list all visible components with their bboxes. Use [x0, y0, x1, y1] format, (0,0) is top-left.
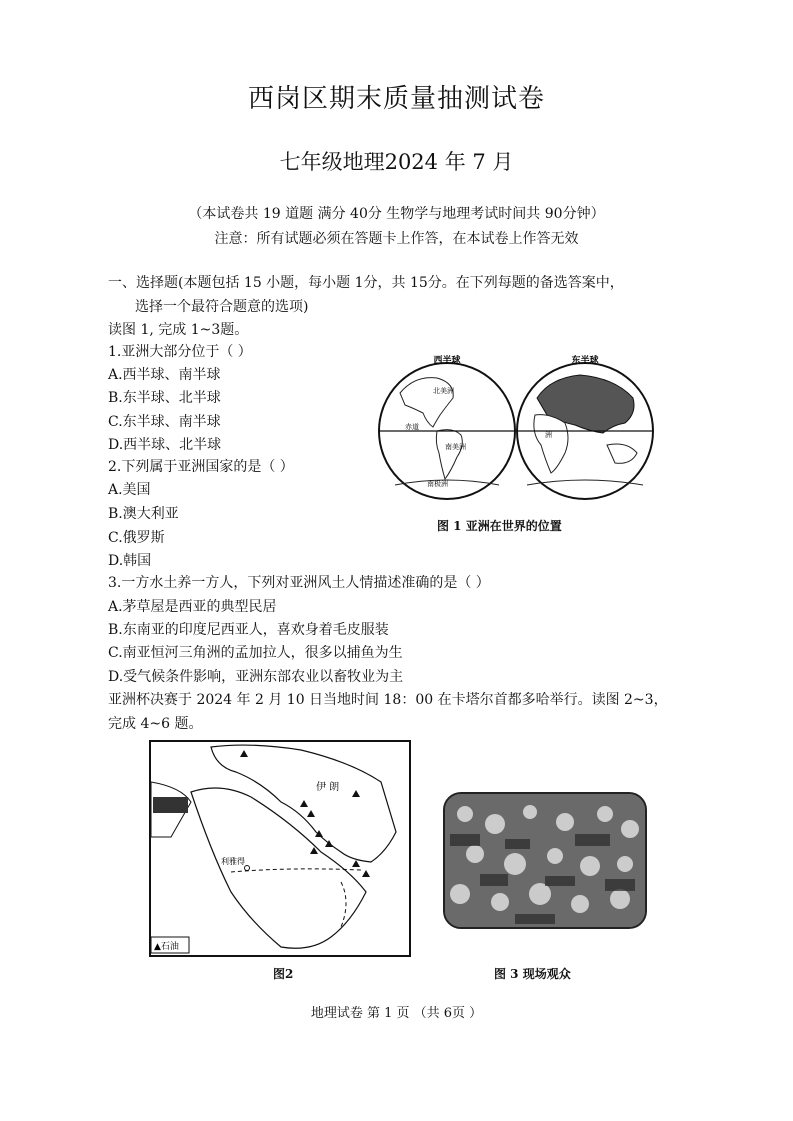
q2-stem: 2.下列属于亚洲国家的是（ ） [108, 459, 294, 475]
q3-option-c: C.南亚恒河三角洲的孟加拉人，很多以捕鱼为生 [108, 645, 403, 661]
east-hemisphere-label: 东半球 [571, 356, 599, 366]
q1-option-b: B.东半球、北半球 [108, 390, 221, 406]
figure3-caption: 图 3 现场观众 [494, 967, 571, 981]
exam-subtitle: 七年级地理2024 年 7 月 [279, 150, 514, 174]
exam-notice: 注意：所有试题必须在答题卡上作答，在本试卷上作答无效 [214, 231, 579, 247]
figure2-caption: 图2 [273, 967, 294, 981]
q1-stem: 1.亚洲大部分位于（ ） [108, 344, 252, 360]
passage-line1: 亚洲杯决赛于 2024 年 2 月 10 日当地时间 18：00 在卡塔尔首都多哈举行。读图 2~3， [108, 692, 668, 708]
figure2-map [149, 740, 411, 957]
equator-label: 赤道 [405, 423, 419, 431]
hemispheres-map [375, 353, 657, 503]
iran-label: 伊 朗 [316, 782, 340, 793]
q2-option-d: D.韩国 [108, 553, 152, 569]
riyadh-label: 利雅得 [221, 857, 245, 866]
oil-legend: ▲石油 [154, 942, 179, 952]
q2-option-b: B.澳大利亚 [108, 506, 179, 522]
figure3-photo [443, 792, 647, 929]
crowd-image [445, 794, 645, 927]
section-heading-line2: 选择一个最符合题意的选项) [135, 299, 309, 315]
africa-label: 洲 [545, 431, 552, 439]
figure1-caption: 图 1 亚洲在世界的位置 [437, 519, 562, 533]
q3-stem: 3.一方水土养一方人，下列对亚洲风土人情描述准确的是（ ） [108, 575, 490, 591]
north-america-label: 北美洲 [433, 387, 454, 395]
exam-info: （本试卷共 19 道题 满分 40分 生物学与地理考试时间共 90分钟） [188, 206, 605, 222]
q3-option-d: D.受气候条件影响，亚洲东部农业以畜牧业为主 [108, 669, 404, 685]
passage-line2: 完成 4~6 题。 [108, 716, 203, 732]
section-heading-line1: 一、选择题(本题包括 15 小题，每小题 1分，共 15分。在下列每题的备选答案中， [108, 275, 624, 291]
q2-option-a: A.美国 [108, 482, 151, 498]
middle-east-map [151, 742, 409, 955]
q1-option-d: D.西半球、北半球 [108, 437, 222, 453]
west-hemisphere-label: 西半球 [433, 356, 461, 366]
q2-option-c: C.俄罗斯 [108, 530, 165, 546]
read-figure1-instruction: 读图 1, 完成 1~3题。 [108, 322, 249, 338]
q3-option-a: A.茅草屋是西亚的典型民居 [108, 599, 277, 615]
q1-option-a: A.西半球、南半球 [108, 367, 221, 383]
antarctica-label: 南极洲 [427, 480, 448, 488]
q1-option-c: C.东半球、南半球 [108, 414, 221, 430]
page-footer: 地理试卷 第 1 页 （共 6页 ） [310, 1006, 483, 1021]
south-america-label: 南美洲 [445, 443, 466, 451]
figure1-hemispheres [375, 353, 657, 503]
exam-title: 西岗区期末质量抽测试卷 [247, 84, 545, 114]
q3-option-b: B.东南亚的印度尼西亚人，喜欢身着毛皮服装 [108, 622, 389, 638]
